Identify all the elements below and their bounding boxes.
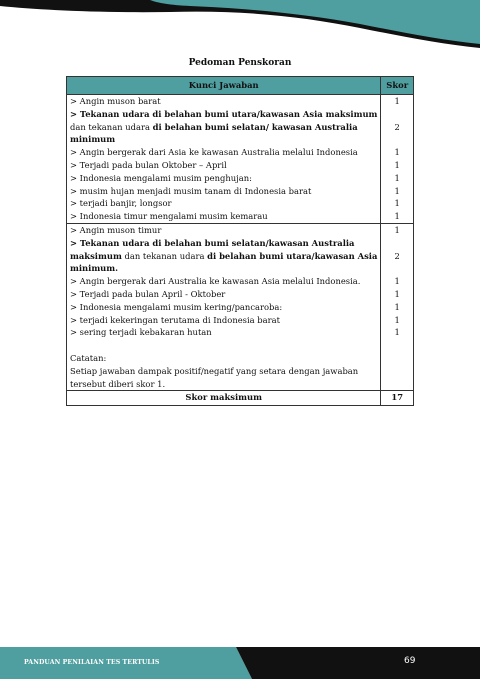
score-value: 1 <box>394 172 400 183</box>
score-value: 1 <box>394 301 400 312</box>
answer-line: minimum <box>70 134 116 145</box>
answer-line: minimum. <box>70 263 119 274</box>
score-value: 1 <box>394 276 400 287</box>
answer-text-bold: maksimum <box>70 250 122 261</box>
score-value: 1 <box>394 327 400 338</box>
answer-line: > Indonesia timur mengalami musim kemarau <box>70 211 268 222</box>
answer-line: > sering terjadi kebakaran hutan <box>70 327 212 338</box>
answer-line: > terjadi banjir, longsor <box>70 198 172 209</box>
answer-text: dan tekanan udara <box>70 121 153 132</box>
score-value: 1 <box>394 224 400 235</box>
page-number: 69 <box>404 656 416 666</box>
score-cell-west-monsoon <box>381 95 414 224</box>
answer-line: > Indonesia mengalami musim kering/pancaroba: <box>70 301 283 312</box>
answer-text-bold: di belahan bumi selatan/ kawasan Australia <box>152 121 358 132</box>
score-value: 1 <box>394 288 400 299</box>
score-value: 2 <box>394 250 400 261</box>
score-value: 1 <box>394 198 400 209</box>
answer-line: > Angin bergerak dari Asia ke kawasan Australia melalui Indonesia <box>70 147 358 158</box>
note-label: Catatan: <box>70 352 107 363</box>
note-text: Setiap jawaban dampak positif/negatif yang setara dengan jawaban tersebut diberi skor 1. <box>70 365 359 389</box>
total-value: 17 <box>381 391 414 406</box>
answer-cell-east-monsoon <box>67 223 381 390</box>
score-value: 1 <box>394 314 400 325</box>
score-value: 2 <box>394 121 400 132</box>
score-value: 1 <box>394 185 400 196</box>
answer-cell-west-monsoon <box>67 95 381 224</box>
page-title: Pedoman Penskoran <box>188 58 292 68</box>
table-row-east-monsoon <box>67 223 414 390</box>
score-value: 1 <box>394 96 400 106</box>
answer-text-bold: di belahan bumi utara/kawasan Asia <box>207 250 378 261</box>
answer-line: > Angin muson timur <box>70 224 162 235</box>
score-value: 1 <box>394 159 400 170</box>
table-row-west-monsoon <box>67 95 414 224</box>
answer-line: > Terjadi pada bulan Oktober – April <box>70 159 227 170</box>
header-score: Skor <box>381 77 414 95</box>
answer-line: > Angin muson barat <box>70 96 161 106</box>
answer-line <box>70 121 377 134</box>
answer-line: > Terjadi pada bulan April - Oktober <box>70 288 226 299</box>
answer-line: > musim hujan menjadi musim tanam di Indonesia barat <box>70 185 312 196</box>
header-answer-key: Kunci Jawaban <box>67 77 381 95</box>
footer-title: PANDUAN PENILAIAN TES TERTULIS <box>24 659 160 666</box>
scoring-table <box>66 76 414 406</box>
answer-line: > Tekanan udara di belahan bumi utara/kawasan Asia maksimum <box>70 108 378 119</box>
total-label: Skor maksimum <box>67 391 381 406</box>
score-value: 1 <box>394 211 400 222</box>
answer-line: > Tekanan udara di belahan bumi selatan/kawasan Australia <box>70 237 355 248</box>
score-value: 1 <box>394 147 400 158</box>
total-row <box>67 391 414 406</box>
answer-line: > Indonesia mengalami musim penghujan: <box>70 172 252 183</box>
answer-line: > terjadi kekeringan terutama di Indonesia barat <box>70 314 281 325</box>
answer-text: dan tekanan udara <box>121 250 208 261</box>
header-wave-decoration <box>0 0 480 60</box>
table-header-row <box>67 77 414 95</box>
score-cell-east-monsoon <box>381 223 414 390</box>
answer-line: > Angin bergerak dari Australia ke kawasan Asia melalui Indonesia. <box>70 276 361 287</box>
answer-line <box>70 250 377 263</box>
